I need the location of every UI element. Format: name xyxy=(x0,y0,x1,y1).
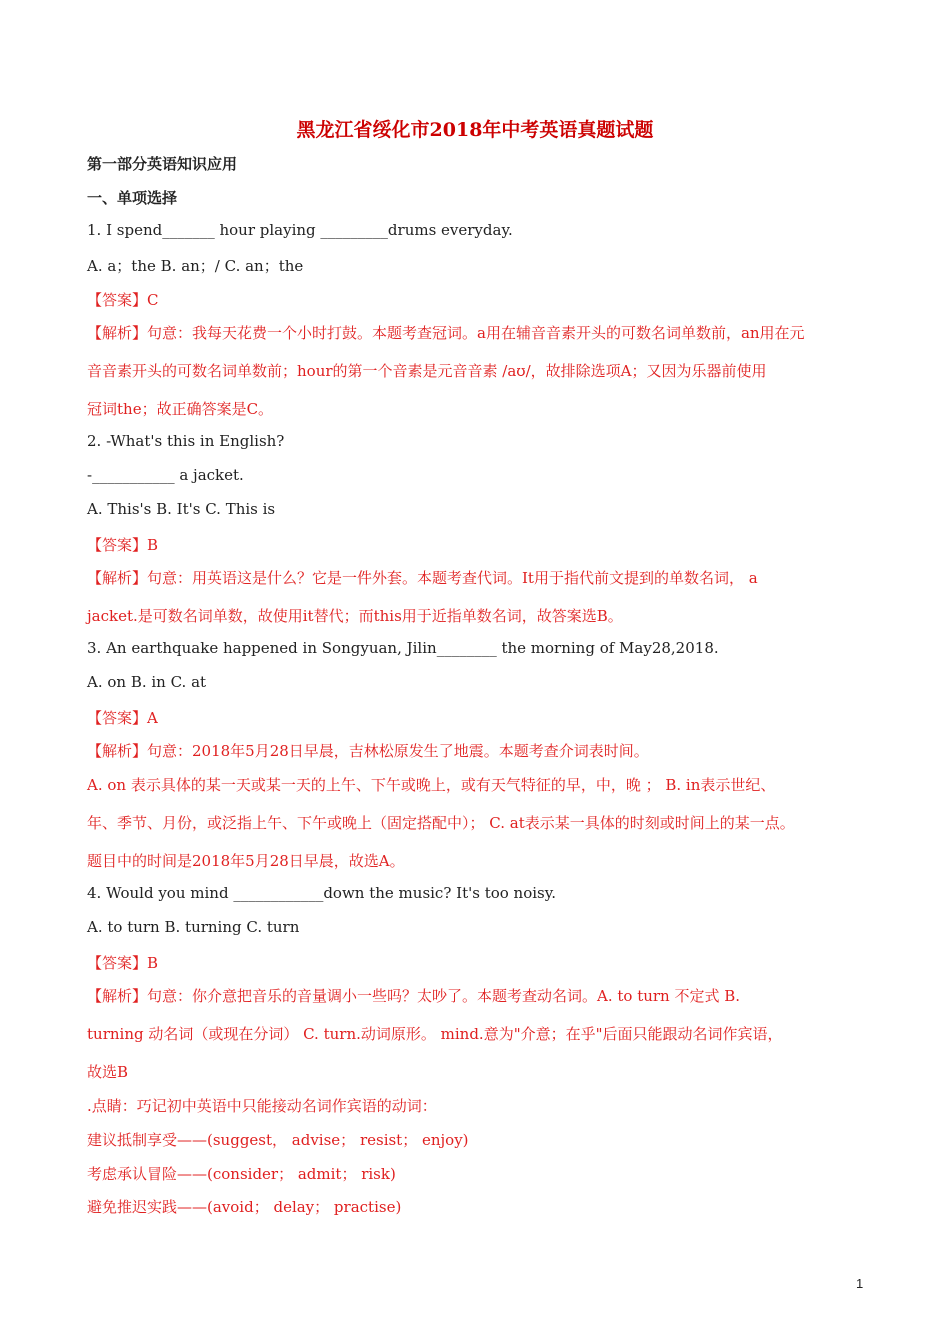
question-1-explanation-line: 音音素开头的可数名词单数前；hour的第一个音素是元音音素 /aʊ/，故排除选项A；又因为乐器前使用 xyxy=(87,362,767,380)
tip-line: 建议抵制享受——(suggest， advise； resist； enjoy) xyxy=(87,1131,469,1149)
question-4: 4. Would you mind ____________down the music? It's too noisy. xyxy=(87,884,556,902)
question-1-answer: 【答案】C xyxy=(87,291,159,309)
question-2-answer: 【答案】B xyxy=(87,536,159,554)
question-3-answer: 【答案】A xyxy=(87,709,158,727)
question-3-options: A. on B. in C. at xyxy=(87,673,207,691)
question-2-explanation-line: jacket.是可数名词单数，故使用it替代；而this用于近指单数名词，故答案选B。 xyxy=(87,607,623,625)
tip-line: 避免推迟实践——(avoid； delay； practise) xyxy=(87,1198,402,1216)
question-3-explanation-line: A. on 表示具体的某一天或某一天的上午、下午或晚上，或有天气特征的早，中，晚 ； B. in表示世纪、 xyxy=(87,776,776,794)
question-3-explanation-line: 【解析】句意：2018年5月28日早晨，吉林松原发生了地震。本题考查介词表时间。 xyxy=(87,742,649,760)
tip-heading: .点睛：巧记初中英语中只能接动名词作宾语的动词： xyxy=(87,1097,437,1115)
question-2-response: -___________ a jacket. xyxy=(87,466,244,484)
question-3: 3. An earthquake happened in Songyuan, Jilin________ the morning of May28,2018. xyxy=(87,639,719,657)
question-4-options: A. to turn B. turning C. turn xyxy=(87,918,300,936)
part-heading: 第一部分英语知识应用 xyxy=(87,155,238,173)
document-title: 黑龙江省绥化市2018年中考英语真题试题 xyxy=(296,119,654,141)
question-4-explanation-line: turning 动名词（或现在分词） C. turn.动词原形。 mind.意为"介意；在乎"后面只能跟动名词作宾语， xyxy=(87,1025,783,1043)
question-4-explanation-line: 【解析】句意：你介意把音乐的音量调小一些吗？太吵了。本题考查动名词。A. to turn 不定式 B. xyxy=(87,987,741,1005)
question-1: 1. I spend_______ hour playing _________drums everyday. xyxy=(87,221,513,239)
section-heading: 一、单项选择 xyxy=(87,189,178,207)
question-4-explanation-line: 故选B xyxy=(87,1063,129,1081)
page-number: 1 xyxy=(856,1276,864,1291)
question-2: 2. -What's this in English? xyxy=(87,432,285,450)
question-4-answer: 【答案】B xyxy=(87,954,159,972)
question-1-explanation-line: 【解析】句意：我每天花费一个小时打鼓。本题考查冠词。a用在辅音音素开头的可数名词单数前，an用在元 xyxy=(87,324,805,342)
question-1-options: A. a；the B. an；/ C. an；the xyxy=(87,257,304,275)
question-1-explanation-line: 冠词the；故正确答案是C。 xyxy=(87,400,274,418)
question-3-explanation-line: 题目中的时间是2018年5月28日早晨，故选A。 xyxy=(87,852,405,870)
question-2-explanation-line: 【解析】句意：用英语这是什么？它是一件外套。本题考查代词。It用于指代前文提到的单数名词， a xyxy=(87,569,758,587)
tip-line: 考虑承认冒险——(consider； admit； risk) xyxy=(87,1165,396,1183)
question-2-options: A. This's B. It's C. This is xyxy=(87,500,276,518)
question-3-explanation-line: 年、季节、月份，或泛指上午、下午或晚上（固定搭配中）； C. at表示某一具体的时刻或时间上的某一点。 xyxy=(87,814,795,832)
